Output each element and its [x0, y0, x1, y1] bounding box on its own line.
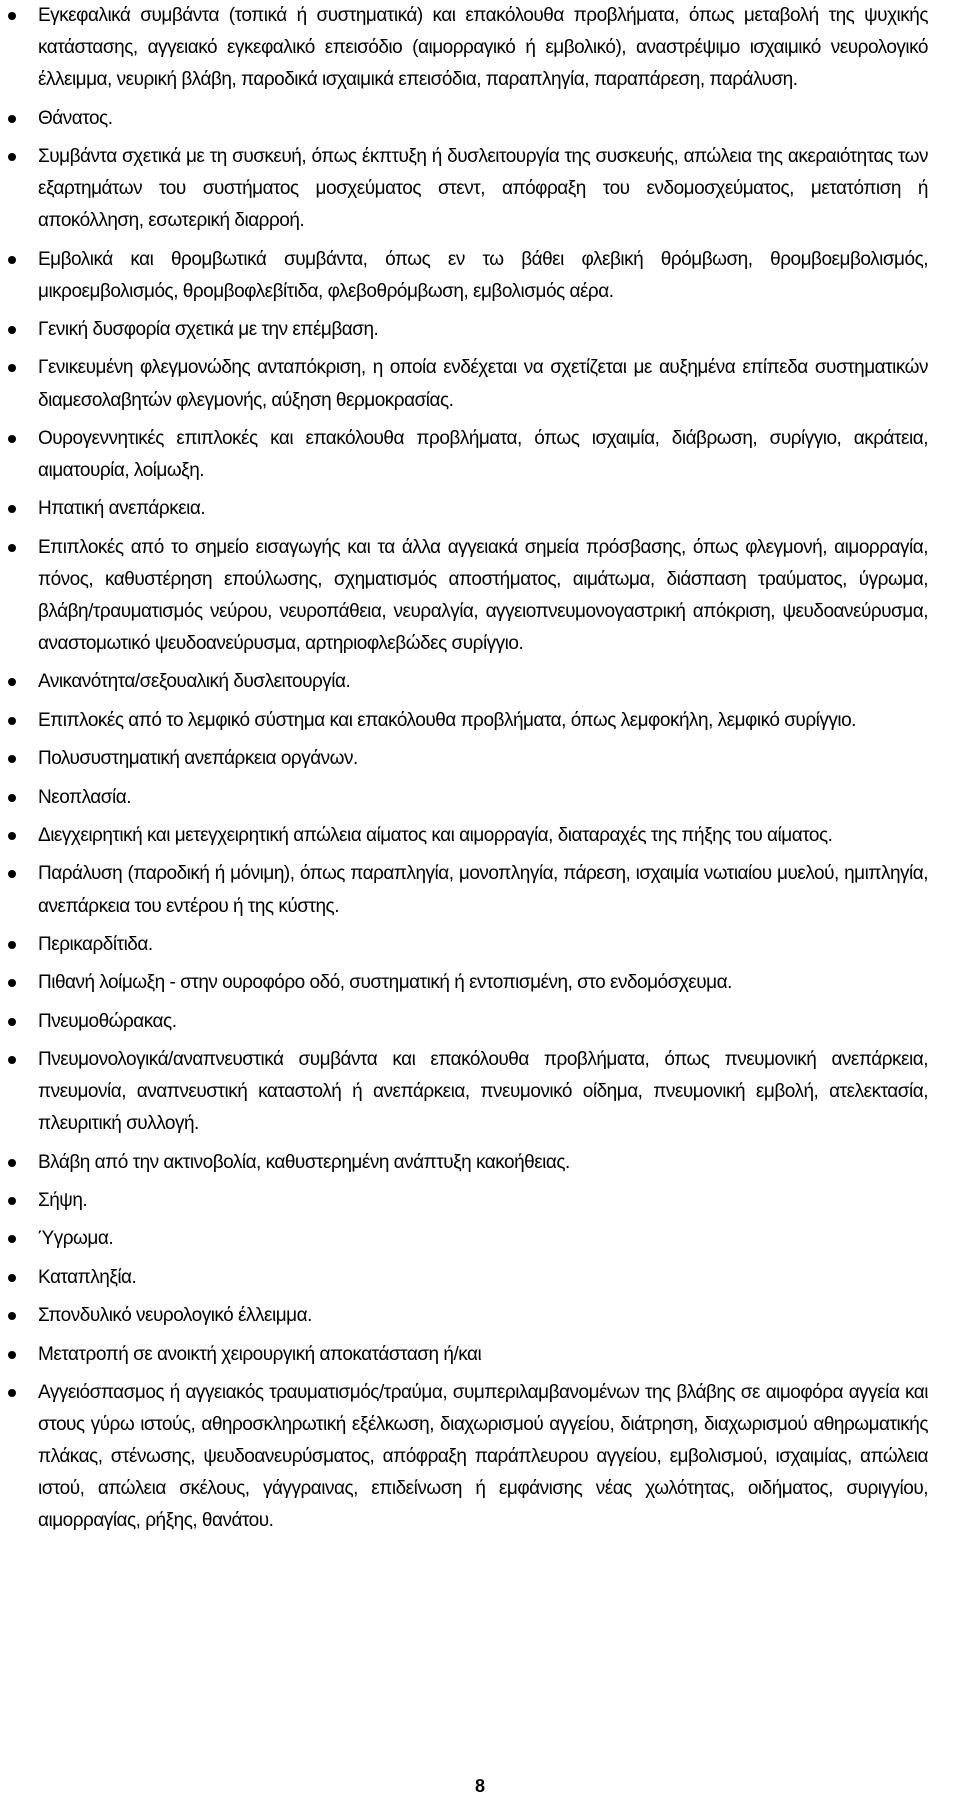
list-item: Πιθανή λοίμωξη - στην ουροφόρο οδό, συστηματική ή εντοπισμένη, στο ενδομόσχευμα.	[38, 967, 928, 999]
list-item: Ουρογεννητικές επιπλοκές και επακόλουθα προβλήματα, όπως ισχαιμία, διάβρωση, συρίγγιο, ακράτεια, αιματουρία, λοίμωξη.	[38, 423, 928, 487]
list-item: Σπονδυλικό νευρολογικό έλλειμμα.	[38, 1300, 928, 1332]
list-item: Μετατροπή σε ανοικτή χειρουργική αποκατάσταση ή/και	[38, 1339, 928, 1371]
list-item: Παράλυση (παροδική ή μόνιμη), όπως παραπληγία, μονοπληγία, πάρεση, ισχαιμία νωτιαίου μυελού, ημιπληγία, ανεπάρκεια του εντέρου ή της κύστης.	[38, 858, 928, 922]
list-item: Βλάβη από την ακτινοβολία, καθυστερημένη ανάπτυξη κακοήθειας.	[38, 1147, 928, 1179]
list-item: Πνευμοθώρακας.	[38, 1006, 928, 1038]
list-item: Θάνατος.	[38, 103, 928, 135]
list-item: Ηπατική ανεπάρκεια.	[38, 493, 928, 525]
list-item: Πολυσυστηματική ανεπάρκεια οργάνων.	[38, 743, 928, 775]
list-item: Πνευμονολογικά/αναπνευστικά συμβάντα και επακόλουθα προβλήματα, όπως πνευμονική ανεπάρκεια, πνευμονία, αναπνευστική καταστολή ή ανεπάρκεια, πνευμονικό οίδημα, πνευμονική εμβολή, ατελεκτασία, πλευριτική συλλογή.	[38, 1044, 928, 1140]
list-item: Συμβάντα σχετικά με τη συσκευή, όπως έκπτυξη ή δυσλειτουργία της συσκευής, απώλεια της ακεραιότητας των εξαρτημάτων του συστήματος μοσχεύματος στεντ, απόφραξη του ενδομοσχεύματος, μετατόπιση ή αποκόλληση, εσωτερική διαρροή.	[38, 141, 928, 237]
list-item: Γενικευμένη φλεγμονώδης ανταπόκριση, η οποία ενδέχεται να σχετίζεται με αυξημένα επίπεδα συστηματικών διαμεσολαβητών φλεγμονής, αύξηση θερμοκρασίας.	[38, 352, 928, 416]
list-item: Εμβολικά και θρομβωτικά συμβάντα, όπως εν τω βάθει φλεβική θρόμβωση, θρομβοεμβολισμός, μικροεμβολισμός, θρομβοφλεβίτιδα, φλεβοθρόμβωση, εμβολισμός αέρα.	[38, 244, 928, 308]
list-item: Εγκεφαλικά συμβάντα (τοπικά ή συστηματικά) και επακόλουθα προβλήματα, όπως μεταβολή της ψυχικής κατάστασης, αγγειακό εγκεφαλικό επεισόδιο (αιμορραγικό ή εμβολικό), αναστρέψιμο ισχαιμικό νευρολογικό έλλειμμα, νευρική βλάβη, παροδικά ισχαιμικά επεισόδια, παραπληγία, παραπάρεση, παράλυση.	[38, 0, 928, 96]
list-item: Επιπλοκές από το λεμφικό σύστημα και επακόλουθα προβλήματα, όπως λεμφοκήλη, λεμφικό συρίγγιο.	[38, 705, 928, 737]
page-number: 8	[474, 1776, 485, 1796]
list-item: Διεγχειρητική και μετεγχειρητική απώλεια αίματος και αιμορραγία, διαταραχές της πήξης του αίματος.	[38, 820, 928, 852]
list-item: Περικαρδίτιδα.	[38, 929, 928, 961]
list-item: Καταπληξία.	[38, 1262, 928, 1294]
list-item: Ανικανότητα/σεξουαλική δυσλειτουργία.	[38, 666, 928, 698]
list-item: Γενική δυσφορία σχετικά με την επέμβαση.	[38, 314, 928, 346]
list-item: Αγγειόσπασμος ή αγγειακός τραυματισμός/τραύμα, συμπεριλαμβανομένων της βλάβης σε αιμοφόρα αγγεία και στους γύρω ιστούς, αθηροσκληρωτική εξέλκωση, διαχωρισμού αγγείου, διάτρηση, διαχωρισμού αθηρωματικής πλάκας, στένωσης, ψευδοανευρύσματος, απόφραξη παράπλευρου αγγείου, εμβολισμού, ισχαιμίας, απώλεια ιστού, απώλεια σκέλους, γάγγραινας, επιδείνωση ή εμφάνισης νέας χωλότητας, οιδήματος, συριγγίου, αιμορραγίας, ρήξης, θανάτου.	[38, 1377, 928, 1537]
list-item: Νεοπλασία.	[38, 782, 928, 814]
list-item: Σήψη.	[38, 1185, 928, 1217]
list-item: Ύγρωμα.	[38, 1223, 928, 1255]
complications-list	[38, 0, 928, 1544]
list-item: Επιπλοκές από το σημείο εισαγωγής και τα άλλα αγγειακά σημεία πρόσβασης, όπως φλεγμονή, αιμορραγία, πόνος, καθυστέρηση επούλωσης, σχηματισμός αποστήματος, αιμάτωμα, διάσπαση τραύματος, ύγρωμα, βλάβη/τραυματισμός νεύρου, νευροπάθεια, νευραλγία, αγγειοπνευμονογαστρική απόκριση, ψευδοανεύρυσμα, αναστομωτικό ψευδοανεύρυσμα, αρτηριοφλεβώδες συρίγγιο.	[38, 532, 928, 660]
